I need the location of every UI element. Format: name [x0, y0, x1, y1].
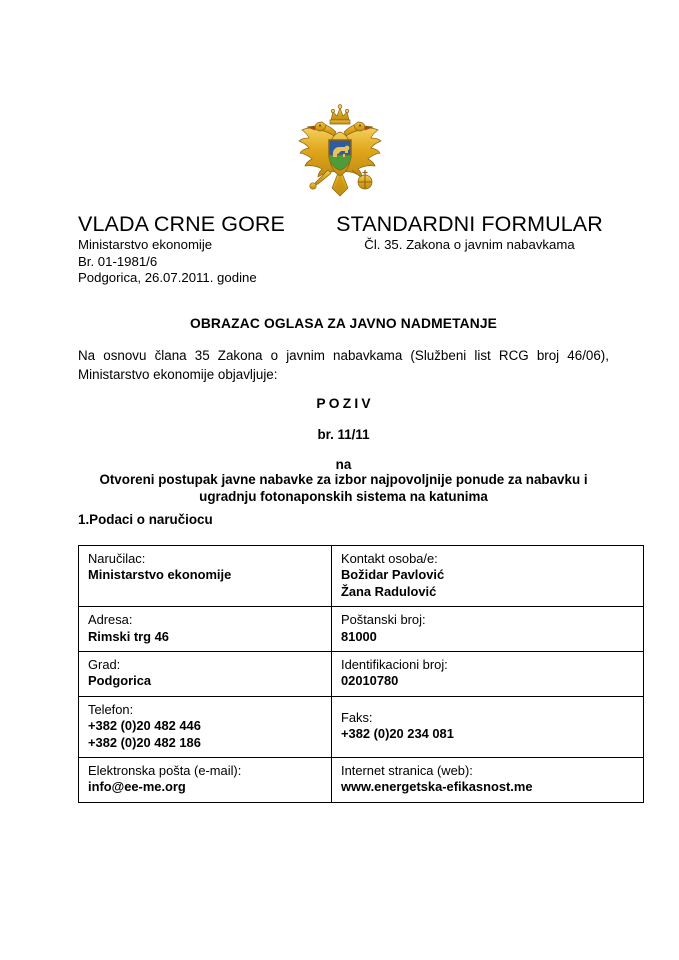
cell-label: Telefon: — [88, 701, 134, 717]
cell-value: 81000 — [341, 628, 377, 644]
cell-value-secondary: +382 (0)20 482 186 — [88, 734, 201, 750]
legal-basis-line-2: Ministarstvo ekonomije objavljuje: — [78, 366, 278, 382]
table-cell-fax — [332, 696, 644, 757]
form-type-title: STANDARDNI FORMULAR — [336, 212, 603, 236]
invitation-heading: POZIV — [316, 396, 374, 411]
table-cell-contact-person — [332, 546, 644, 607]
cell-value-secondary: Žana Radulović — [341, 583, 437, 599]
cell-label: Naručilac: — [88, 551, 146, 566]
cell-label: Poštanski broj: — [341, 612, 426, 628]
cell-label: Kontakt osoba/e: — [341, 551, 438, 566]
cell-value: info@ee-me.org — [88, 779, 186, 795]
table-cell-city — [79, 652, 332, 697]
cell-label: Adresa: — [88, 612, 133, 628]
table-row — [79, 546, 644, 607]
table-cell-identification-number — [332, 652, 644, 697]
cell-value: 02010780 — [341, 673, 399, 689]
cell-value: Rimski trg 46 — [88, 628, 169, 644]
table-cell-email — [79, 758, 332, 803]
invitation-number: br. 11/11 — [317, 427, 370, 442]
cell-label: Elektronska pošta (e-mail): — [88, 763, 242, 779]
cell-value: www.energetska-efikasnost.me — [341, 779, 533, 795]
procurement-subject-line-2: ugradnju fotonaponskih sistema na katunima — [199, 488, 488, 504]
procurement-subject — [78, 472, 609, 505]
form-legal-reference: Čl. 35. Zakona o javnim nabavkama — [364, 237, 575, 252]
coat-of-arms-icon — [0, 102, 679, 198]
table-row — [79, 758, 644, 803]
cell-value: Podgorica — [88, 673, 152, 689]
legal-basis-paragraph — [78, 347, 609, 384]
table-cell-naruciloc — [79, 546, 332, 607]
legal-basis-line-1: Na osnovu člana 35 Zakona o javnim nabavkama (Službeni list RCG broj 46/06), — [78, 348, 609, 363]
table-cell-postal-code — [332, 607, 644, 652]
table-cell-address — [79, 607, 332, 652]
document-header — [78, 212, 609, 287]
header-right-block — [330, 212, 609, 254]
cell-label: Identifikacioni broj: — [341, 657, 448, 673]
table-row — [79, 607, 644, 652]
contracting-authority-table — [78, 545, 644, 803]
cell-value: +382 (0)20 234 081 — [341, 726, 454, 742]
table-row — [79, 652, 644, 697]
document-number: Br. 01-1981/6 — [78, 253, 158, 269]
header-left-block — [78, 212, 330, 287]
cell-value: Ministarstvo ekonomije — [88, 567, 232, 583]
subject-preposition: na — [335, 457, 352, 472]
table-cell-website — [332, 758, 644, 803]
cell-value: Božidar Pavlović — [341, 567, 445, 583]
cell-label: Grad: — [88, 657, 121, 673]
cell-label: Faks: — [341, 710, 373, 726]
place-and-date: Podgorica, 26.07.2011. godine — [78, 270, 257, 286]
cell-value: +382 (0)20 482 446 — [88, 718, 201, 734]
cell-label: Internet stranica (web): — [341, 763, 473, 779]
procurement-subject-line-1: Otvoreni postupak javne nabavke za izbor najpovoljnije ponude za nabavku i — [99, 472, 588, 487]
form-heading: OBRAZAC OGLASA ZA JAVNO NADMETANJE — [189, 316, 498, 331]
ministry-name: Ministarstvo ekonomije — [78, 237, 213, 252]
table-cell-telephone — [79, 696, 332, 757]
government-title: VLADA CRNE GORE — [78, 212, 285, 236]
section-title-contracting-authority: 1.Podaci o naručiocu — [78, 512, 213, 527]
table-row — [79, 696, 644, 757]
